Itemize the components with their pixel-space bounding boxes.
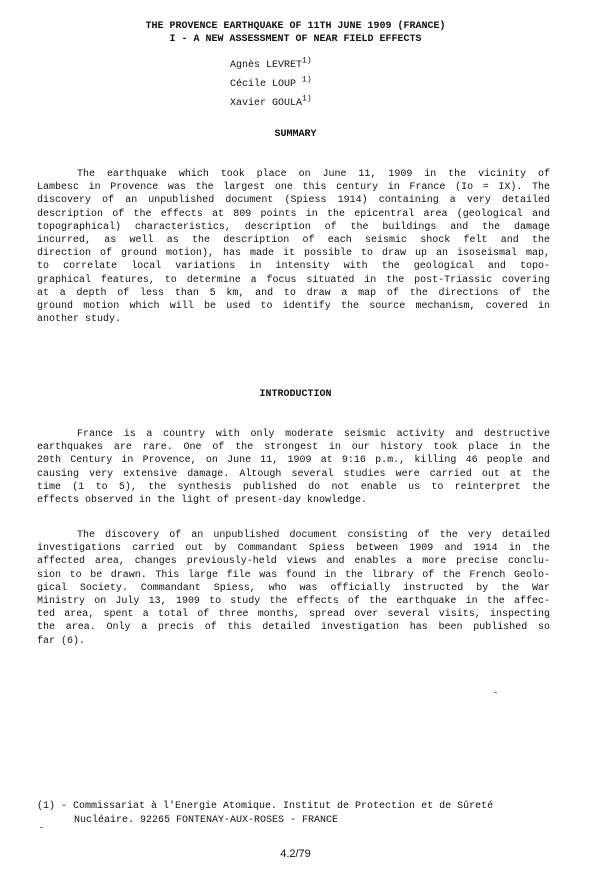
- summary-line: description of the effects at 809 points in the epicentral area (geological and: [37, 208, 550, 220]
- intro-line: effects observed in the light of present-day knowledge.: [37, 495, 368, 507]
- scan-speck: [494, 692, 497, 693]
- title-line-2: I - A NEW ASSESSMENT OF NEAR FIELD EFFECTS: [169, 34, 422, 45]
- author-2: [230, 75, 430, 94]
- intro-line: Ministry on July 13, 1909 to study the effects of the earthquake in the affec-: [37, 596, 550, 608]
- intro-line: investigations carried out by Commandant Spiess between 1909 and 1914 in the: [37, 543, 550, 555]
- intro-line: The discovery of an unpublished document consisting of the very detailed: [77, 530, 550, 541]
- summary-line: graphical features, to determine a focus situated in the post-Triassic covering: [37, 274, 550, 286]
- author-name: Cécile LOUP: [230, 79, 297, 90]
- intro-line: affected area, changes previously-held views and enables a more precise conclu-: [37, 556, 550, 568]
- intro-line: sion to be drawn. This large file was found in the library of the French Geolo-: [37, 569, 550, 581]
- introduction-heading: INTRODUCTION: [259, 389, 332, 400]
- intro-line: earthquakes are rare. One of the strongest in our history took place in the: [37, 442, 550, 454]
- summary-line: The earthquake which took place on June 11, 1909 in the vicinity of: [77, 169, 550, 180]
- affiliation-mark: 1): [302, 56, 312, 66]
- intro-line: 20th Century in Provence, on June 11, 1909 at 9:16 p.m., killing 46 people and: [37, 455, 550, 467]
- intro-line: the area. Only a precis of this detailed investigation has been published so: [37, 622, 550, 634]
- author-3: [230, 94, 430, 113]
- author-name: Xavier GOULA: [230, 98, 303, 109]
- author-name: Agnès LEVRET: [230, 60, 303, 71]
- summary-heading: SUMMARY: [274, 129, 317, 140]
- intro-line: France is a country with only moderate seismic activity and destructive: [77, 429, 550, 440]
- page-number: 4.2/79: [280, 848, 311, 860]
- author-1: [230, 56, 430, 75]
- intro-line: gical Society. Commandant Spiess, who was officially instructed by the War: [37, 582, 550, 594]
- author-list: [230, 56, 430, 113]
- summary-line: topographical) characteristics, description of the buildings and the damage: [37, 221, 550, 233]
- summary-line: direction of ground motion), has made it possible to draw up an isoseismal map,: [37, 248, 550, 260]
- summary-line: Lambesc in Provence was the largest one this century in France (Io = IX). The: [37, 182, 550, 194]
- footnote-line-2: Nucléaire. 92265 FONTENAY-AUX-ROSES - FRANCE: [74, 815, 339, 826]
- summary-line: ground motion which will be used to identify the source mechanism, covered in: [37, 301, 550, 313]
- paper-title: [0, 20, 591, 46]
- title-line-1: THE PROVENCE EARTHQUAKE OF 11TH JUNE 1909 (FRANCE): [145, 21, 446, 32]
- introduction-paragraph-1: [37, 428, 550, 507]
- summary-paragraph: [37, 168, 550, 326]
- affiliation-mark: 1): [302, 94, 312, 104]
- affiliation-footnote: [37, 800, 557, 828]
- summary-line: to correlate local variations in intensity with the geological and topo-: [37, 261, 550, 273]
- summary-line: at a depth of less than 5 km, and to draw a map of the directions of the: [37, 287, 550, 299]
- summary-line: incurred, as well as the description of each seismic shock felt and the: [37, 235, 550, 247]
- summary-line: discovery of an unpublished document (Spiess 1914) containing a very detailed: [37, 195, 550, 207]
- intro-line: far (6).: [37, 635, 86, 647]
- intro-line: ted area, spent a total of three months, spread over several visits, inspecting: [37, 609, 550, 621]
- summary-line: another study.: [37, 314, 122, 326]
- affiliation-mark: 1): [302, 75, 312, 85]
- intro-line: time (1 to 5), the synthesis published do not enable us to reinterpret the: [37, 481, 550, 493]
- introduction-paragraph-2: [37, 529, 550, 648]
- footnote-line-1: (1) - Commissariat à l'Energie Atomique. Institut de Protection et de Sûreté: [37, 801, 494, 812]
- intro-line: causing very extensive damage. Altough several studies were carried out at the: [37, 468, 550, 480]
